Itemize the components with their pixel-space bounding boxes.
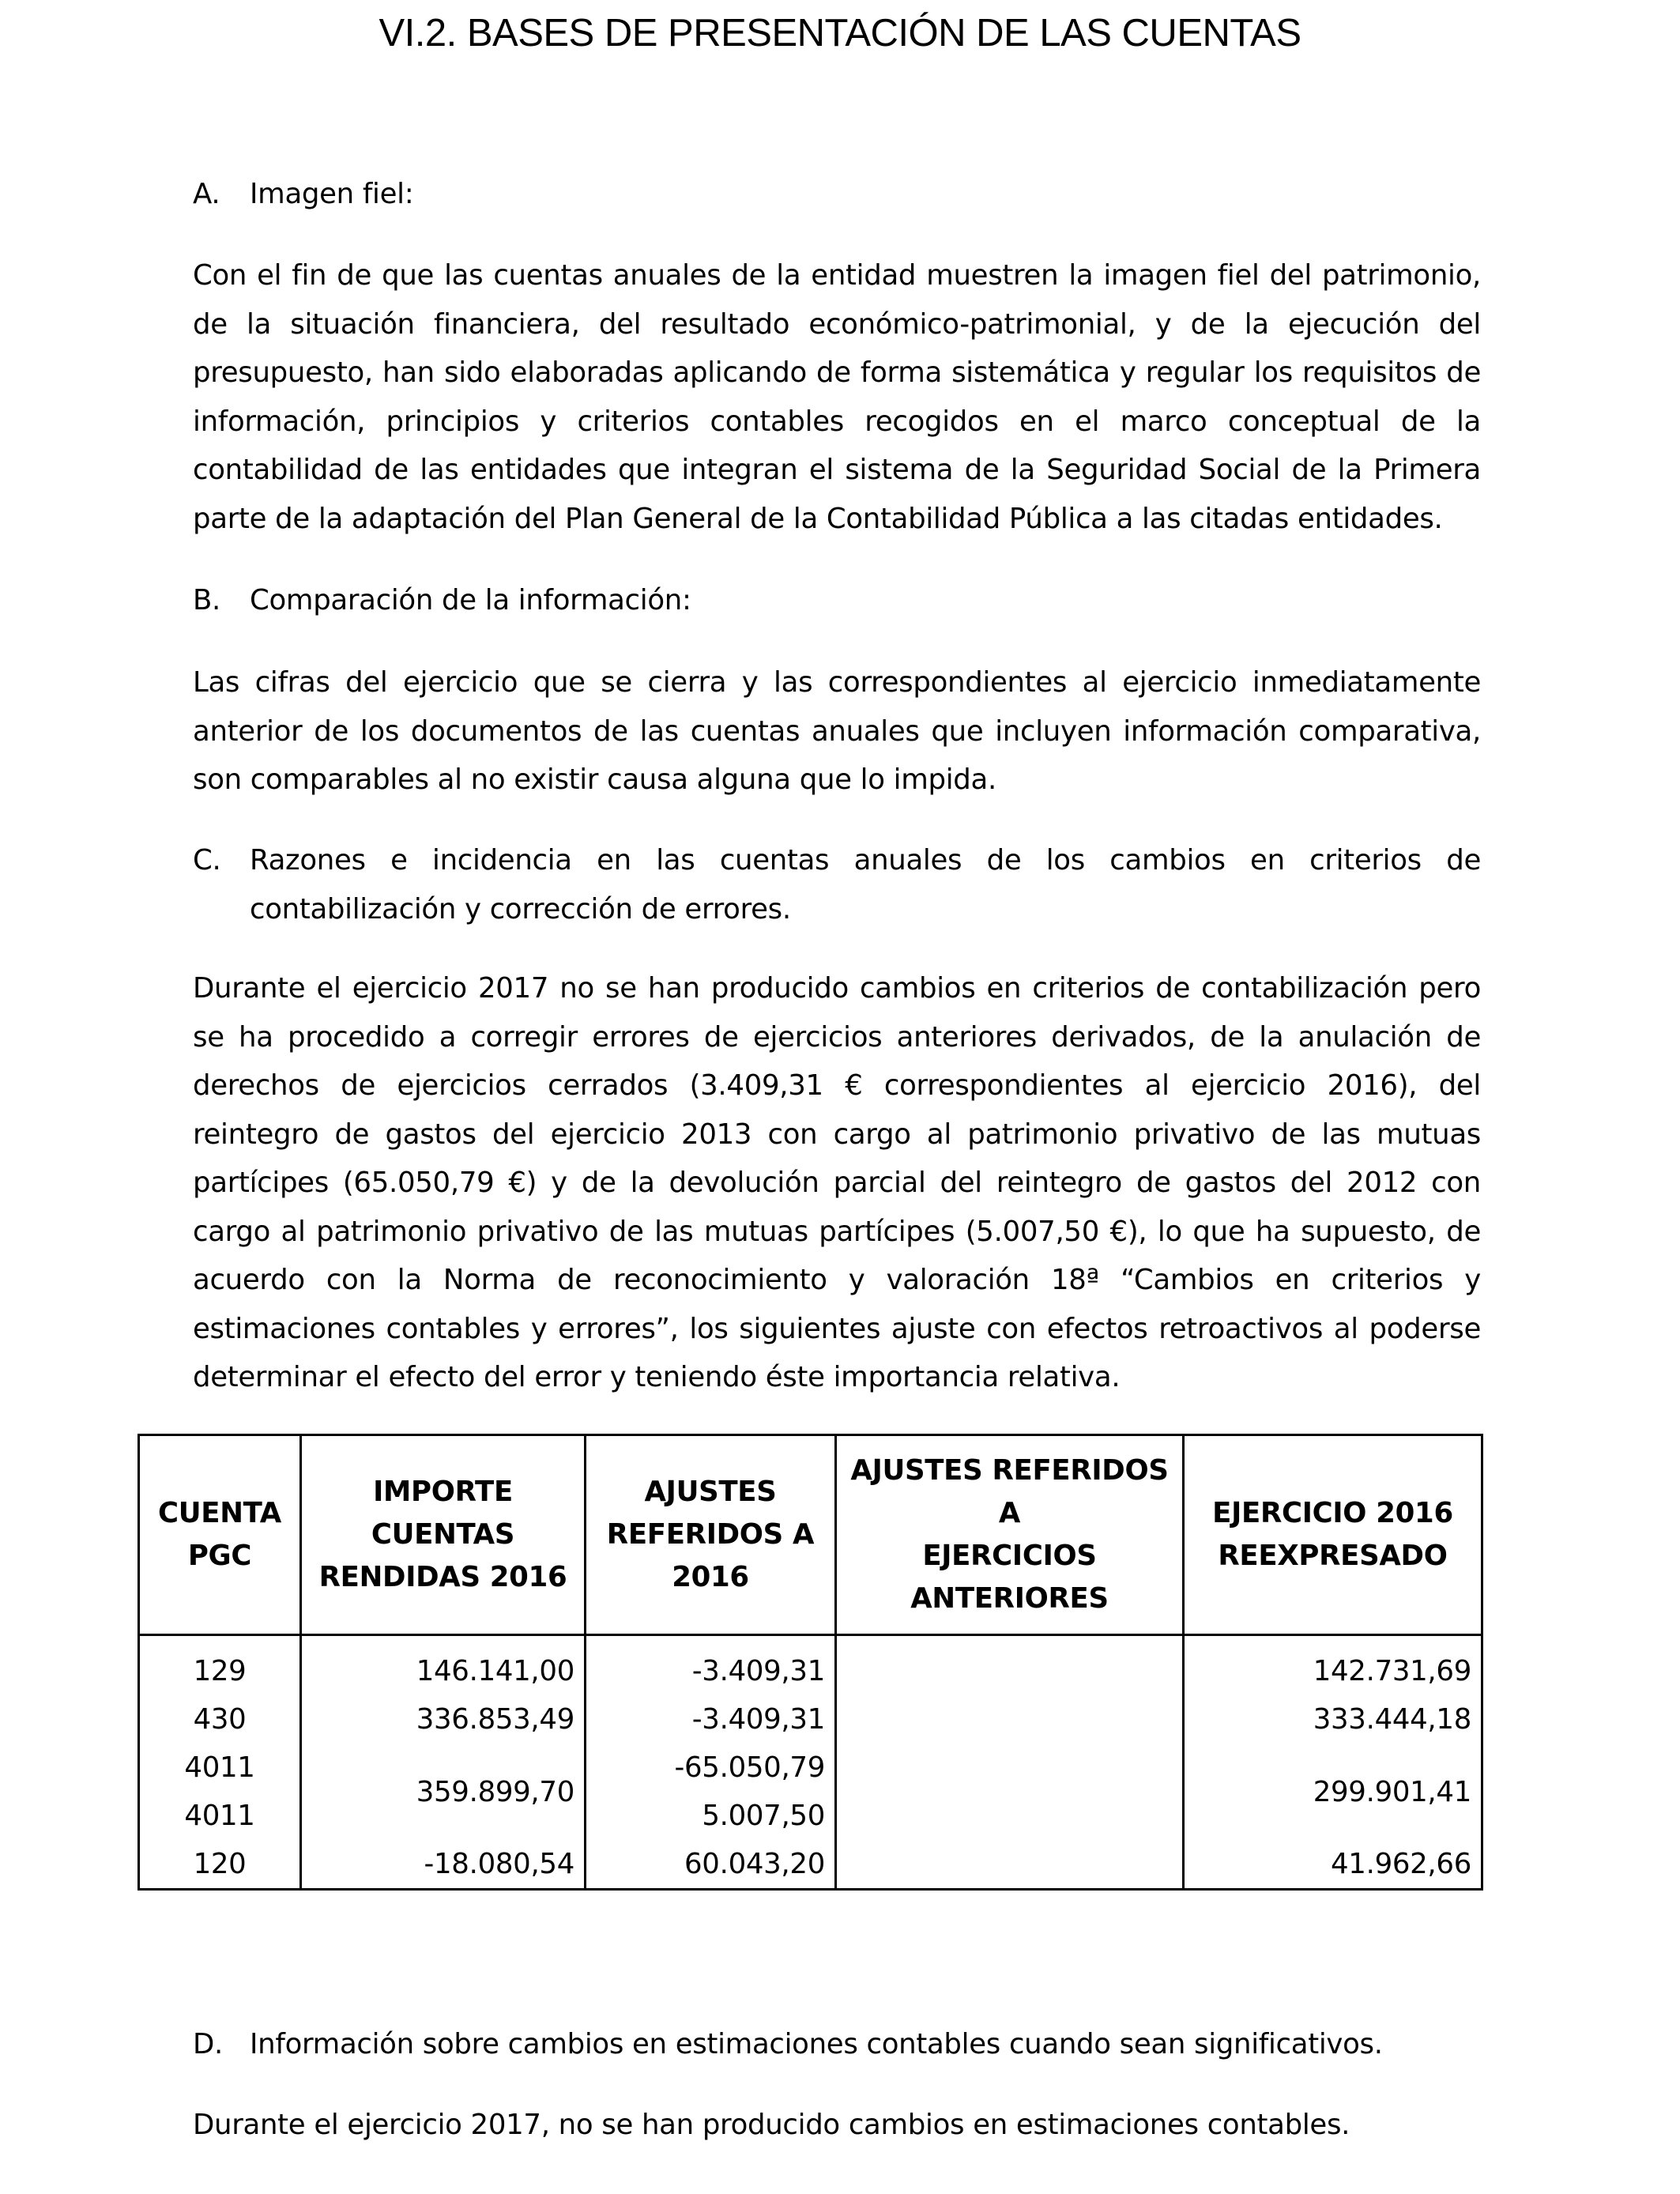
cell-ajustes-anteriores	[836, 1744, 1184, 1840]
section-c-title: Razones e incidencia en las cuentas anuales de los cambios en criterios de contabilización y corrección de errores.	[250, 844, 1481, 925]
table-row	[139, 1744, 1482, 1792]
section-a-title: Imagen fiel:	[250, 178, 414, 210]
cell-ajustes-2016: -65.050,79	[586, 1744, 836, 1792]
header-cuenta-pgc: CUENTA PGC	[139, 1435, 301, 1635]
cell-importe: -18.080,54	[301, 1840, 586, 1890]
cell-ajustes-anteriores	[836, 1695, 1184, 1744]
cell-ajustes-2016: -3.409,31	[586, 1635, 836, 1696]
cell-reexpresado: 41.962,66	[1184, 1840, 1482, 1890]
cell-importe: 359.899,70	[301, 1744, 586, 1840]
cell-reexpresado: 333.444,18	[1184, 1695, 1482, 1744]
cell-cuenta: 4011	[139, 1744, 301, 1792]
cell-cuenta: 120	[139, 1840, 301, 1890]
section-d-title: Información sobre cambios en estimaciones contables cuando sean significativos.	[250, 2028, 1383, 2060]
header-ejercicio-reexpresado: EJERCICIO 2016 REEXPRESADO	[1184, 1435, 1482, 1635]
section-a-paragraph: Con el fin de que las cuentas anuales de la entidad muestren la imagen fiel del patrimonio, de la situación financiera, del resultado económico-patrimonial, y de la ejecución del presupuesto, han sido elaboradas aplicando de forma sistemática y regular los requisitos de información, principios y criterios contables recogidos en el marco conceptual de la contabilidad de las entidades que integran el sistema de la Seguridad Social de la Primera parte de la adaptación del Plan General de la Contabilidad Pública a las citadas entidades.	[193, 259, 1481, 535]
adjustments-table	[137, 1434, 1483, 1891]
section-b-title: Comparación de la información:	[250, 584, 691, 616]
cell-importe: 336.853,49	[301, 1695, 586, 1744]
cell-ajustes-2016: 60.043,20	[586, 1840, 836, 1890]
section-d-paragraph: Durante el ejercicio 2017, no se han producido cambios en estimaciones contables.	[193, 2109, 1350, 2141]
section-b-paragraph: Las cifras del ejercicio que se cierra y las correspondientes al ejercicio inmediatamente anterior de los documentos de las cuentas anuales que incluyen información comparativa, son comparables al no existir causa alguna que lo impida.	[193, 666, 1481, 796]
section-c-label: C.	[193, 844, 221, 876]
section-c-heading	[193, 836, 1481, 934]
section-b-label: B.	[193, 584, 221, 616]
section-d-label: D.	[193, 2028, 224, 2060]
table-header-row	[139, 1435, 1482, 1635]
cell-importe: 146.141,00	[301, 1635, 586, 1696]
cell-cuenta: 4011	[139, 1792, 301, 1840]
table-row	[139, 1695, 1482, 1744]
cell-ajustes-anteriores	[836, 1840, 1184, 1890]
cell-ajustes-2016: -3.409,31	[586, 1695, 836, 1744]
section-c-paragraph: Durante el ejercicio 2017 no se han producido cambios en criterios de contabilización pero se ha procedido a corregir errores de ejercicios anteriores derivados, de la anulación de derechos de ejercicios cerrados (3.409,31 € correspondientes al ejercicio 2016), del reintegro de gastos del ejercicio 2013 con cargo al patrimonio privativo de las mutuas partícipes (65.050,79 €) y de la devolución parcial del reintegro de gastos del 2012 con cargo al patrimonio privativo de las mutuas partícipes (5.007,50 €), lo que ha supuesto, de acuerdo con la Norma de reconocimiento y valoración 18ª “Cambios en criterios y estimaciones contables y errores”, los siguientes ajuste con efectos retroactivos al poderse determinar el efecto del error y teniendo éste importancia relativa.	[193, 972, 1481, 1393]
cell-cuenta: 430	[139, 1695, 301, 1744]
table-row	[139, 1635, 1482, 1696]
page-title: VI.2. BASES DE PRESENTACIÓN DE LAS CUENTAS	[379, 12, 1301, 55]
table-row	[139, 1840, 1482, 1890]
cell-reexpresado: 299.901,41	[1184, 1744, 1482, 1840]
header-importe-cuentas-rendidas: IMPORTE CUENTAS RENDIDAS 2016	[301, 1435, 586, 1635]
cell-ajustes-anteriores	[836, 1635, 1184, 1696]
cell-reexpresado: 142.731,69	[1184, 1635, 1482, 1696]
cell-cuenta: 129	[139, 1635, 301, 1696]
header-ajustes-ejercicios-anteriores: AJUSTES REFERIDOS A EJERCICIOS ANTERIORES	[836, 1435, 1184, 1635]
section-a-label: A.	[193, 178, 220, 210]
header-ajustes-2016: AJUSTES REFERIDOS A 2016	[586, 1435, 836, 1635]
cell-ajustes-2016: 5.007,50	[586, 1792, 836, 1840]
